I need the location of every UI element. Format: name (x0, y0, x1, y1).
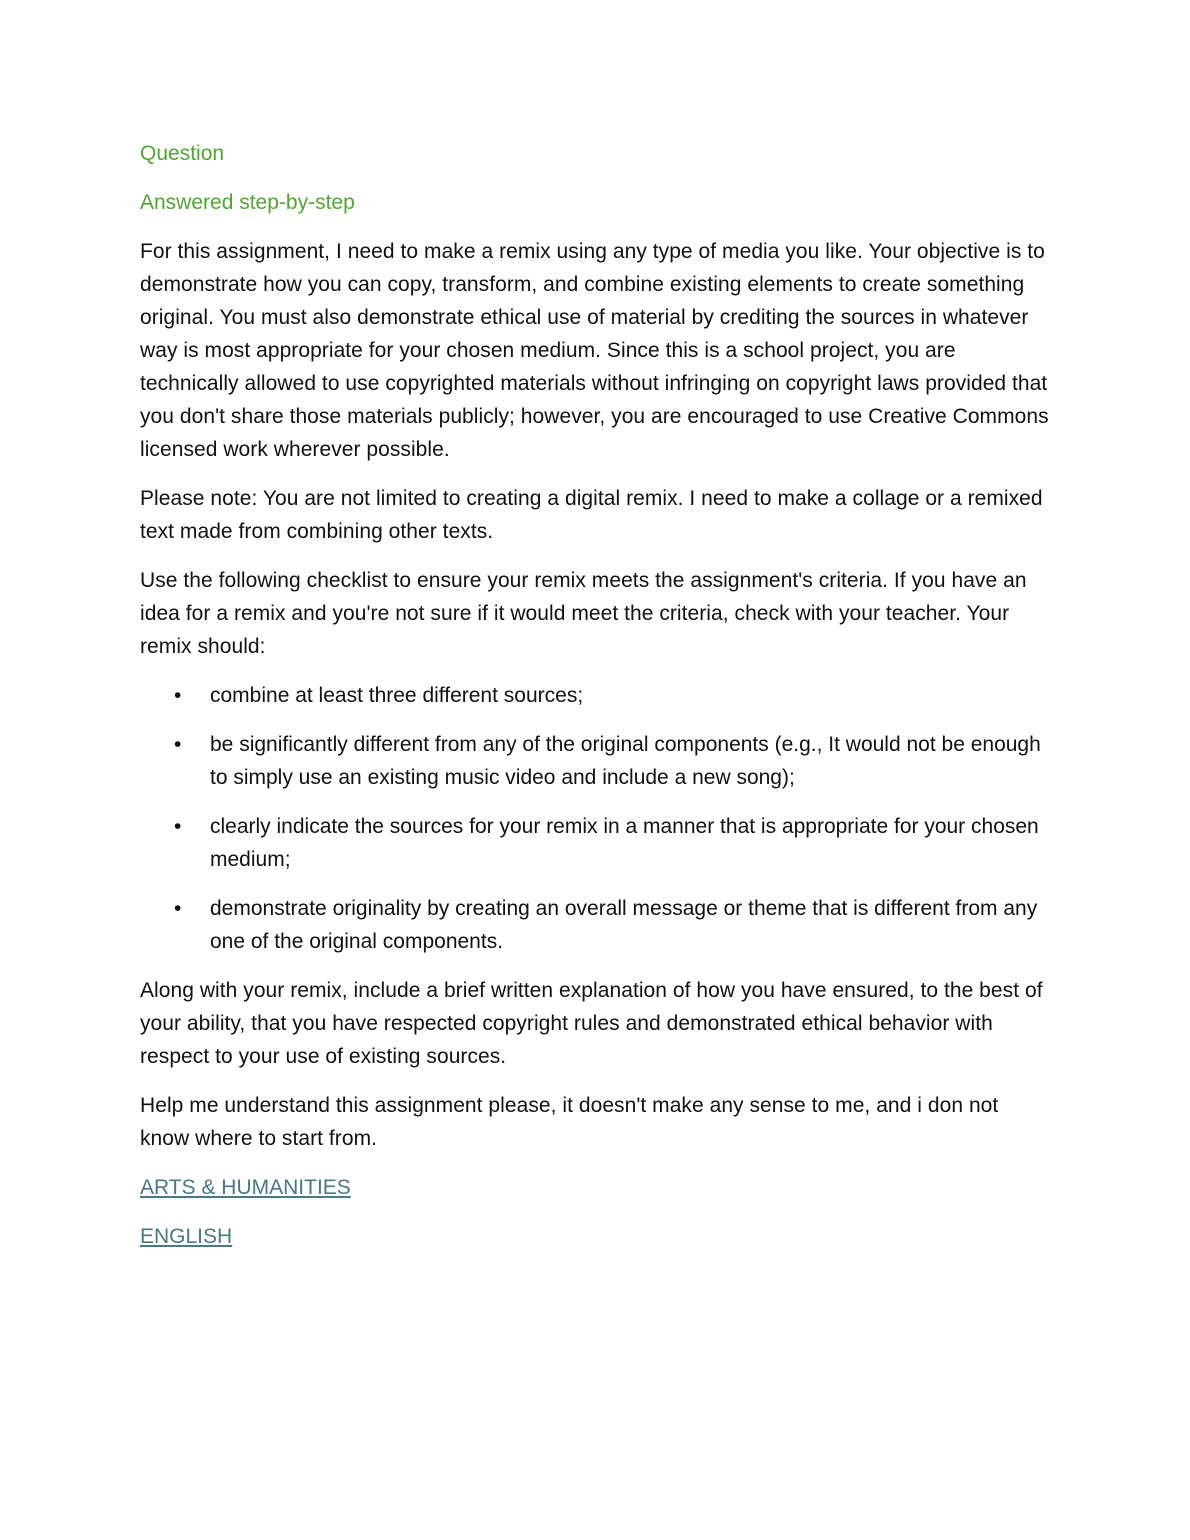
bullet-icon: • (174, 684, 182, 707)
help-request-paragraph: Help me understand this assignment please, it doesn't make any sense to me, and i don not know where to start from. (140, 1094, 999, 1150)
list-item-text: demonstrate originality by creating an overall message or theme that is different from any one of the original components. (210, 897, 1038, 953)
subject-tag-link[interactable]: ARTS & HUMANITIES (140, 1176, 351, 1199)
explanation-paragraph: Along with your remix, include a brief written explanation of how you have ensured, to the best of your ability, that you have respected copyright rules and demonstrated ethical behavior with respect to your use of existing sources. (140, 979, 1043, 1068)
answered-label: Answered step-by-step (140, 191, 355, 214)
list-item (140, 892, 1050, 958)
bullet-icon: • (174, 733, 182, 756)
question-label: Question (140, 142, 225, 165)
list-item-text: clearly indicate the sources for your remix in a manner that is appropriate for your chosen medium; (210, 815, 1039, 871)
topic-tag-link[interactable]: ENGLISH (140, 1225, 233, 1248)
list-item-text: be significantly different from any of the original components (e.g., It would not be enough to simply use an existing music video and include a new song); (210, 733, 1041, 789)
document-page (140, 137, 1050, 1269)
list-item (140, 810, 1050, 876)
list-item-text: combine at least three different sources; (210, 684, 584, 707)
criteria-checklist (140, 679, 1050, 958)
list-item (140, 679, 1050, 712)
intro-paragraph: For this assignment, I need to make a remix using any type of media you like. Your objective is to demonstrate how you can copy, transform, and combine existing elements to create something original. You must also demonstrate ethical use of material by crediting the sources in whatever way is most appropriate for your chosen medium. Since this is a school project, you are technically allowed to use copyrighted materials without infringing on copyright laws provided that you don't share those materials publicly; however, you are encouraged to use Creative Commons licensed work wherever possible. (140, 240, 1049, 461)
checklist-intro-paragraph: Use the following checklist to ensure your remix meets the assignment's criteria. If you have an idea for a remix and you're not sure if it would meet the criteria, check with your teacher. Your remix should: (140, 569, 1027, 658)
list-item (140, 728, 1050, 794)
note-paragraph: Please note: You are not limited to creating a digital remix. I need to make a collage or a remixed text made from combining other texts. (140, 487, 1043, 543)
bullet-icon: • (174, 897, 182, 920)
bullet-icon: • (174, 815, 182, 838)
